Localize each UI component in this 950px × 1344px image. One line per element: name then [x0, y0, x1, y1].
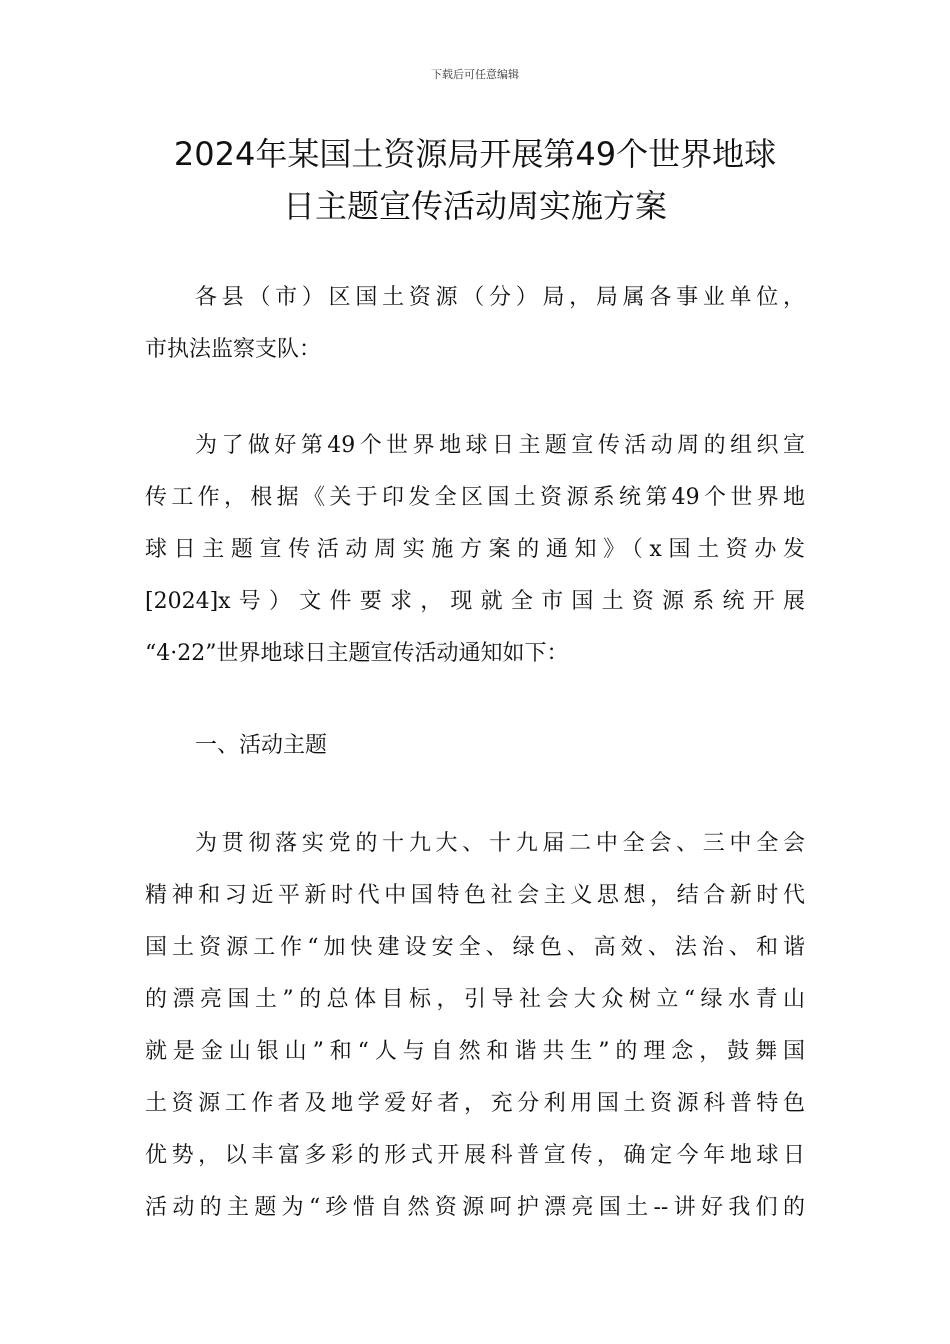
paragraph-line: 就是金山银山”和“人与自然和谐共生”的理念，鼓舞国	[145, 1039, 805, 1064]
header-note: 下载后可任意编辑	[431, 68, 519, 81]
paragraph-line: 优势，以丰富多彩的形式开展科普宣传，确定今年地球日	[145, 1143, 805, 1168]
salutation-line: 各县（市）区国土资源（分）局，局属各事业单位，	[195, 285, 805, 310]
title-line-1: 2024年某国土资源局开展第49个世界地球	[173, 135, 777, 173]
paragraph-line: 的漂亮国土”的总体目标，引导社会大众树立“绿水青山	[145, 987, 805, 1012]
section-heading	[145, 720, 805, 772]
paragraph-line: “4·22”世界地球日主题宣传活动通知如下：	[145, 641, 569, 666]
paragraph-line: 国土资源工作“加快建设安全、绿色、高效、法治、和谐	[145, 935, 805, 960]
document-title	[135, 128, 815, 232]
paragraph-line: 球日主题宣传活动周实施方案的通知》（x国土资办发	[145, 537, 805, 562]
section-1-paragraph	[145, 818, 805, 1234]
section-1-heading: 一、活动主题	[195, 733, 328, 758]
paragraph-line: 为贯彻落实党的十九大、十九届二中全会、三中全会	[195, 831, 805, 856]
paragraph-line: 精神和习近平新时代中国特色社会主义思想，结合新时代	[145, 883, 805, 908]
paragraph-line: [2024]x号）文件要求，现就全市国土资源系统开展	[145, 589, 805, 614]
intro-paragraph	[145, 420, 805, 680]
paragraph-line: 土资源工作者及地学爱好者，充分利用国土资源科普特色	[145, 1091, 805, 1116]
paragraph-line: 传工作，根据《关于印发全区国土资源系统第49个世界地	[145, 485, 805, 510]
salutation	[145, 272, 805, 376]
title-line-2: 日主题宣传活动周实施方案	[282, 187, 667, 225]
paragraph-line: 活动的主题为“珍惜自然资源呵护漂亮国土--讲好我们的	[145, 1195, 805, 1220]
salutation-line: 市执法监察支队：	[145, 337, 322, 362]
paragraph-line: 为了做好第49个世界地球日主题宣传活动周的组织宣	[195, 433, 805, 458]
